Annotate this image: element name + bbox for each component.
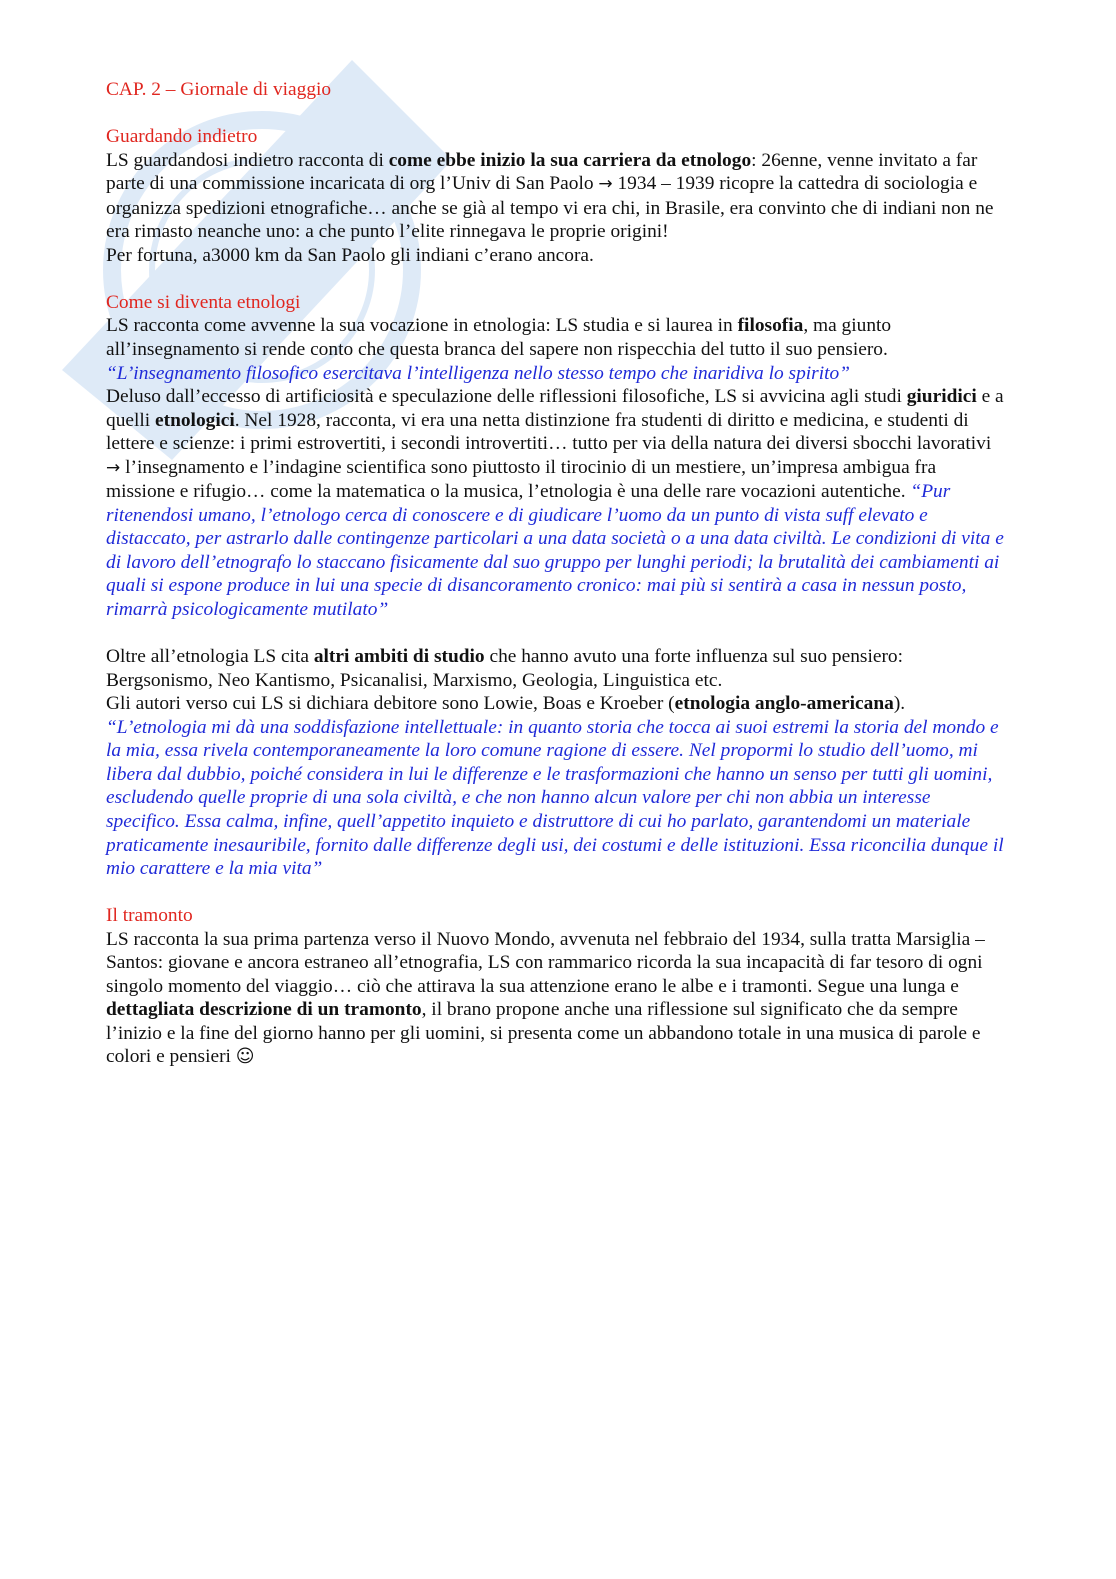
section-heading-come-si-diventa-etnologi: Come si diventa etnologi <box>106 291 301 313</box>
bold-phrase: etnologici <box>155 409 235 431</box>
quote: “L’insegnamento filosofico esercitava l’intelligenza nello stesso tempo che inaridiva lo spirito” <box>106 362 850 384</box>
section-heading-guardando-indietro: Guardando indietro <box>106 126 258 148</box>
paragraph: Gli autori verso cui LS si dichiara debitore sono Lowie, Boas e Kroeber (etnologia anglo-americana). <box>106 693 906 715</box>
bold-phrase: giuridici <box>906 386 977 408</box>
paragraph: Per fortuna, a3000 km da San Paolo gli indiani c’erano ancora. <box>106 244 594 266</box>
quote: “Pur ritenendosi umano, l’etnologo cerca di conoscere e di giudicare l’uomo da un punto di vista suff elevato e distaccato, per astrarlo dalle contingenze particolari a una data società o a una data civiltà. Le condizioni di vita e di lavoro dell’etnografo lo staccano fisicamente dal suo gruppo per lunghi periodi; la brutalità dei cambiamenti ai quali si espone produce in lui una specie di disancoramento cronico: mai più si sentirà a casa in nessun posto, rimarrà psicologicamente mutilato” <box>106 481 1004 621</box>
bold-phrase: altri ambiti di studio <box>313 646 485 668</box>
bold-phrase: come ebbe inizio la sua carriera da etnologo <box>388 149 752 171</box>
paragraph: LS racconta la sua prima partenza verso il Nuovo Mondo, avvenuta nel febbraio del 1934, sulla tratta Marsiglia – Santos: giovane e ancora estraneo all’etnografia, LS con rammarico ricorda la sua incapacità di far tesoro di ogni singolo momento del viaggio… ciò che attirava la sua attenzione erano le albe e i tramonti. Segue una lunga e dettagliata descrizione di un tramonto, il brano propone anche una riflessione sul significato che da sempre l’inizio e la fine del giorno hanno per gli uomini, si presenta come un abbandono totale in una musica di parole e colori e pensieri ☺ <box>106 928 985 1068</box>
bold-phrase: dettagliata descrizione di un tramonto <box>106 999 422 1021</box>
bold-phrase: etnologia anglo-americana <box>674 693 894 715</box>
arrow-icon: → <box>106 457 121 478</box>
document-page <box>106 78 1006 1069</box>
section-heading-il-tramonto: Il tramonto <box>106 905 193 927</box>
paragraph: LS guardandosi indietro racconta di come ebbe inizio la sua carriera da etnologo: 26enne, venne invitato a far parte di una commissione incaricata di org l’Univ di San Paolo → 1934 – 1939 ricopre la cattedra di sociologia e organizza spedizioni etnografiche… anche se già al tempo vi era chi, in Brasile, era convinto che di indiani non ne era rimasto neanche uno: a che punto l’elite rinnegava le proprie origini! <box>106 149 994 243</box>
document-title: CAP. 2 – Giornale di viaggio <box>106 79 332 100</box>
paragraph: LS racconta come avvenne la sua vocazione in etnologia: LS studia e si laurea in filosofia, ma giunto all’insegnamento si rende conto che questa branca del sapere non rispecchia del tutto il suo pensiero. <box>106 315 892 361</box>
paragraph: Oltre all’etnologia LS cita altri ambiti di studio che hanno avuto una forte influenza sul suo pensiero: Bergsonismo, Neo Kantismo, Psicanalisi, Marxismo, Geologia, Linguistica etc. <box>106 646 904 691</box>
arrow-icon: → <box>598 174 613 195</box>
paragraph: Deluso dall’eccesso di artificiosità e speculazione delle riflessioni filosofiche, LS si avvicina agli studi giuridici e a quelli etnologici. Nel 1928, racconta, vi era una netta distinzione fra studenti di diritto e medicina, e studenti di lettere e scienze: i primi estrovertiti, i secondi introvertiti… tutto per via della natura dei diversi sbocchi lavorativi → l’insegnamento e l’indagine scientifica sono piuttosto il tirocinio di un mestiere, un’impresa ambigua fra missione e rifugio… come la matematica o la musica, l’etnologia è una delle rare vocazioni autentiche. “Pur ritenendosi umano, l’etnologo cerca di conoscere e di giudicare l’uomo da un punto di vista suff elevato e distaccato, per astrarlo dalle contingenze particolari a una data società o a una data civiltà. Le condizioni di vita e di lavoro dell’etnografo lo staccano fisicamente dal suo gruppo per lunghi periodi; la brutalità dei cambiamenti ai quali si espone produce in lui una specie di disancoramento cronico: mai più si sentirà a casa in nessun posto, rimarrà psicologicamente mutilato” <box>106 386 1004 621</box>
smiley-icon: ☺ <box>235 1046 255 1068</box>
quote: “L’etnologia mi dà una soddisfazione intellettuale: in quanto storia che tocca ai suoi estremi la storia del mondo e la mia, essa rivela contemporaneamente la loro comune ragione di essere. Nel propormi lo studio dell’uomo, mi libera dal dubbio, poiché considera in lui le differenze e le trasformazioni che hanno un senso per tutti gli uomini, escludendo quelle proprie di una sola civiltà, e che non hanno alcun valore per chi non abbia un interesse specifico. Essa calma, infine, quell’appetito inquieto e distruttore di cui ho parlato, garantendomi un materiale praticamente inesauribile, fornito dalle differenze degli usi, dei costumi e delle istituzioni. Essa riconcilia dunque il mio carattere e la mia vita” <box>106 716 1004 880</box>
bold-phrase: filosofia <box>737 315 804 337</box>
